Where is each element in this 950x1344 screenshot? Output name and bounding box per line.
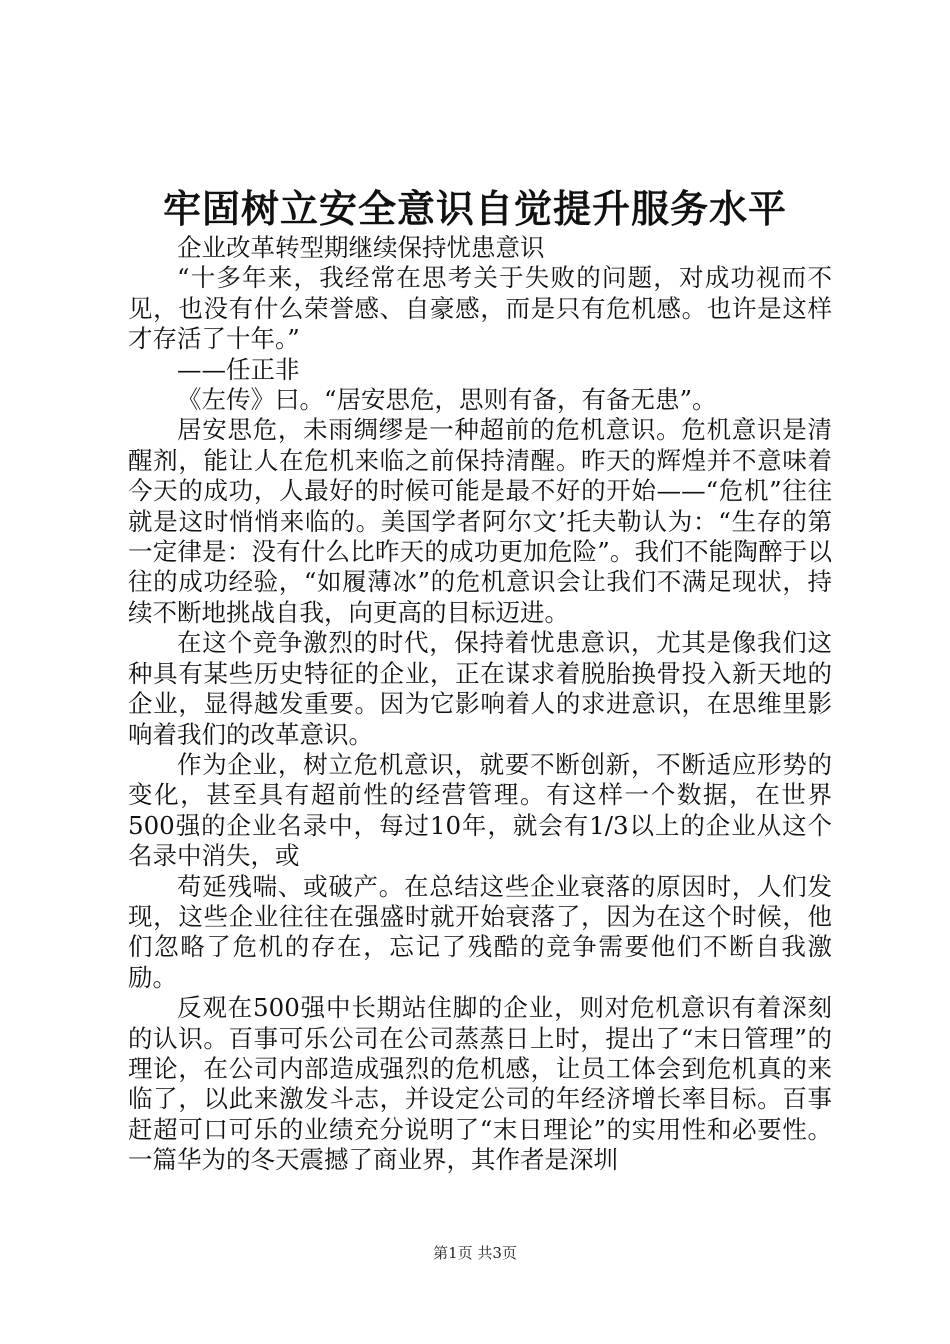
- body-paragraph: 苟延残喘、或破产。在总结这些企业衰落的原因时，人们发现，这些企业往往在强盛时就开始衰落了，因为在这个时候，他们忽略了危机的存在，忘记了残酷的竞争需要他们不断自我激励。: [128, 871, 832, 992]
- document-title: 牢固树立安全意识自觉提升服务水平: [162, 186, 787, 231]
- subtitle-paragraph: 企业改革转型期继续保持忧患意识: [177, 233, 545, 262]
- quote-attribution: ——任正非: [177, 354, 300, 384]
- body-paragraph: 作为企业，树立危机意识，就要不断创新，不断适应形势的变化，甚至具有超前性的经营管理。有这样一个数据，在世界500强的企业名录中，每过10年，就会有1/3以上的企业从这个名录中消失，或: [128, 749, 832, 871]
- quote-paragraph: “十多年来，我经常在思考关于失败的问题，对成功视而不见，也没有什么荣誉感、自豪感，而是只有危机感。也许是这样才存活了十年。”: [128, 263, 832, 354]
- page-number-footer: 第1页 共3页: [433, 1244, 517, 1262]
- body-paragraph: 反观在500强中长期站住脚的企业，则对危机意识有着深刻的认识。百事可乐公司在公司蒸蒸日上时，提出了“末日管理”的理论，在公司内部造成强烈的危机感，让员工体会到危机真的来临了，以此来激发斗志，并设定公司的年经济增长率目标。百事赶超可口可乐的业绩充分说明了“末日理论”的实用性和必要性。一篇华为的冬天震撼了商业界，其作者是深圳: [128, 993, 832, 1175]
- body-paragraph: 在这个竞争激烈的时代，保持着忧患意识，尤其是像我们这种具有某些历史特征的企业，正在谋求着脱胎换骨投入新天地的企业，显得越发重要。因为它影响着人的求进意识，在思维里影响着我们的改革意识。: [128, 628, 832, 749]
- body-paragraph: 《左传》曰。“居安思危，思则有备，有备无患”。: [177, 385, 717, 415]
- body-paragraph: 居安思危，未雨绸缪是一种超前的危机意识。危机意识是清醒剂，能让人在危机来临之前保持清醒。昨天的辉煌并不意味着今天的成功，人最好的时候可能是最不好的开始——“危机”往往就是这时悄悄来临的。美国学者阿尔文’托夫勒认为：“生存的第一定律是：没有什么比昨天的成功更加危险”。我们不能陶醉于以往的成功经验，“如履薄冰”的危机意识会让我们不满足现状，持续不断地挑战自我，向更高的目标迈进。: [128, 415, 832, 627]
- document-body: [128, 233, 832, 1176]
